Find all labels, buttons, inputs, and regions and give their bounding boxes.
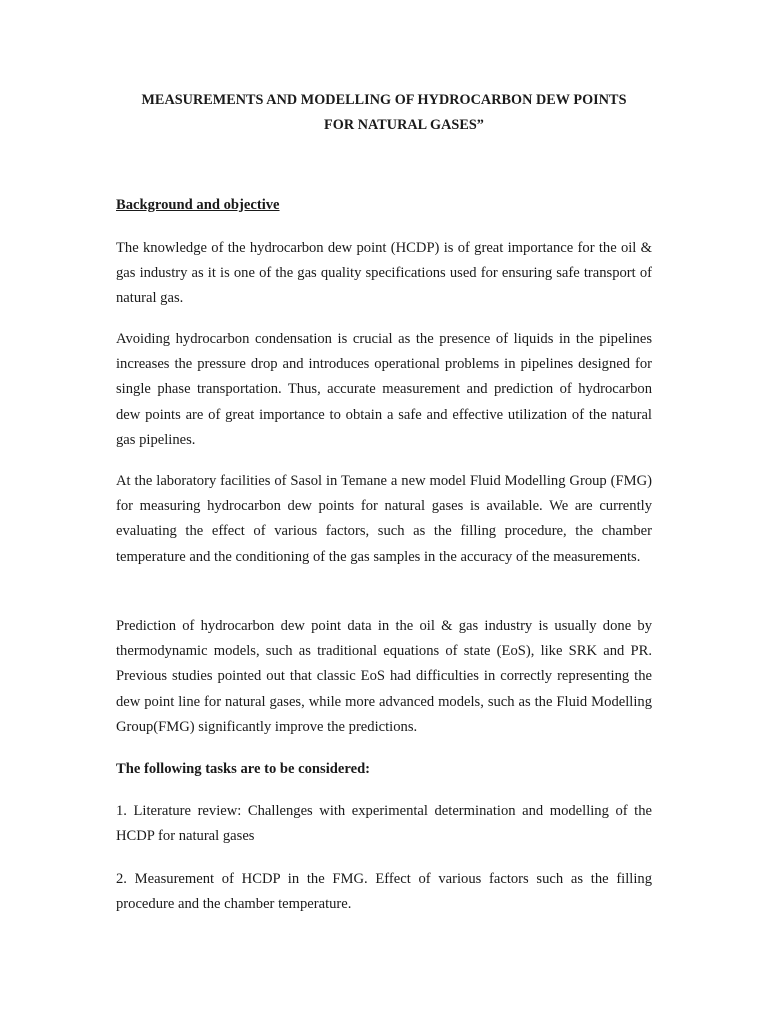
paragraph-prediction: Prediction of hydrocarbon dew point data in the oil & gas industry is usually done by thermodynamic models, such as traditional equations of state (EoS), like SRK and PR. Previous studies pointed out that classic EoS had difficulties in correctly representing the dew point line for natural gases, while more advanced models, such as the Fluid Modelling Group(FMG) significantly improve the predictions. <box>116 618 652 735</box>
paragraph-hcdp-importance: The knowledge of the hydrocarbon dew point (HCDP) is of great importance for the oil & gas industry as it is one of the gas quality specifications used for ensuring safe transport of natural gas. <box>116 240 652 307</box>
paragraph-condensation: Avoiding hydrocarbon condensation is crucial as the presence of liquids in the pipelines increases the pressure drop and introduces operational problems in pipelines designed for single phase transportation. Thus, accurate measurement and prediction of hydrocarbon dew points are of great importance to obtain a safe and effective utilization of the natural gas pipelines. <box>116 331 652 448</box>
task-item-literature-review: 1. Literature review: Challenges with experimental determination and modelling of the HCDP for natural gases <box>116 803 652 845</box>
section-heading: Background and objective <box>116 197 280 213</box>
paragraph-laboratory: At the laboratory facilities of Sasol in Temane a new model Fluid Modelling Group (FMG) for measuring hydrocarbon dew points for natural gases is available. We are currently evaluating the effect of various factors, such as the filling procedure, the chamber temperature and the conditioning of the gas samples in the accuracy of the measurements. <box>116 473 652 565</box>
title-line-1: MEASUREMENTS AND MODELLING OF HYDROCARBON DEW POINTS <box>141 92 627 108</box>
tasks-heading: The following tasks are to be considered: <box>116 761 371 777</box>
document-title <box>100 88 668 138</box>
task-item-measurement: 2. Measurement of HCDP in the FMG. Effect of various factors such as the filling procedure and the chamber temperature. <box>116 871 652 913</box>
title-line-2: FOR NATURAL GASES” <box>324 117 484 133</box>
